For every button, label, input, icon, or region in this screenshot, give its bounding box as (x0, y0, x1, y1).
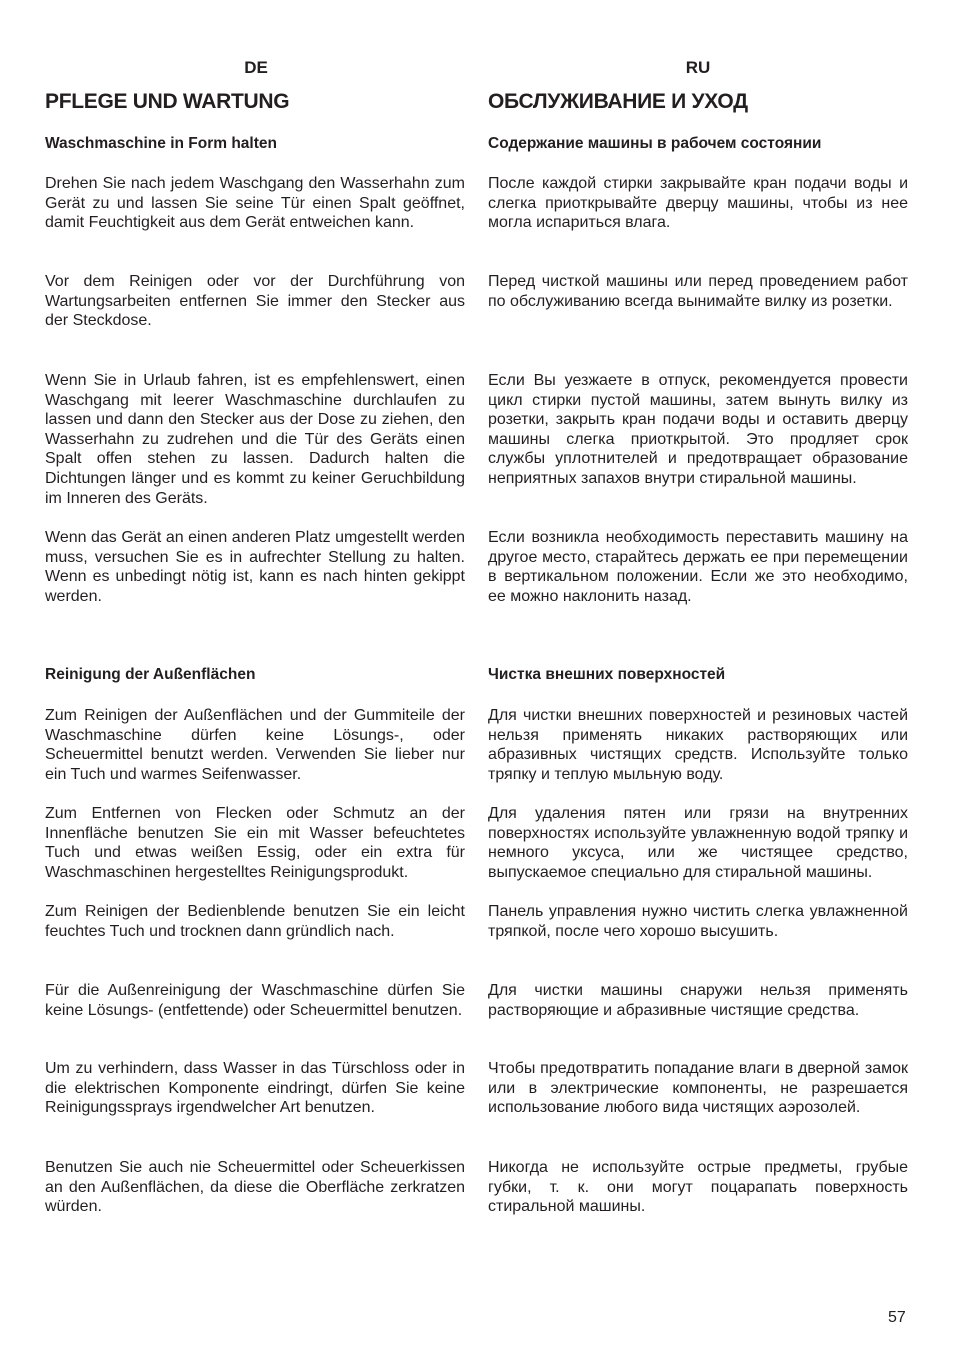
paragraph-de-1: Drehen Sie nach jedem Waschgang den Wasserhahn zum Gerät zu und lassen Sie seine Tür einen Spalt geöffnet, damit Feuchtigkeit aus dem Gerät entweichen kann. (45, 175, 465, 232)
paragraph-de-2: Vor dem Reinigen oder vor der Durchführung von Wartungsarbeiten entfernen Sie immer den Stecker aus der Steckdose. (45, 273, 465, 330)
subheading-maintenance-de: Waschmaschine in Form halten (45, 135, 277, 152)
paragraph-ru-9: Чтобы предотвратить попадание влаги в дверной замок или в электрические компоненты, не разрешается использование любого вида чистящих аэрозолей. (488, 1060, 908, 1117)
paragraph-ru-1: После каждой стирки закрывайте кран подачи воды и слегка приоткрывайте дверцу машины, чтобы из нее могла испариться влага. (488, 175, 908, 232)
section-title-ru: ОБСЛУЖИВАНИЕ И УХОД (488, 90, 748, 113)
paragraph-de-5: Zum Reinigen der Außenflächen und der Gummiteile der Waschmaschine dürfen keine Lösungs-, oder Scheuermittel benutzt werden. Verwenden Sie lieber nur ein Tuch und warmes Seifenwasser. (45, 707, 465, 783)
language-label-de: DE (244, 58, 268, 77)
paragraph-ru-6: Для удаления пятен или грязи на внутренних поверхностях используйте увлажненную водой тряпку и немного уксуса, или же чистящее средство, выпускаемое специально для стиральной машины. (488, 805, 908, 881)
paragraph-ru-3: Если Вы уезжаете в отпуск, рекомендуется провести цикл стирки пустой машины, затем вынуть вилку из розетки, закрыть кран подачи воды и оставить дверцу машины слегка приоткрытой. Это продляет срок службы уплотнителей и предотвращает образование неприятных запахов внутри стиральной машины. (488, 372, 908, 487)
paragraph-de-6: Zum Entfernen von Flecken oder Schmutz an der Innenfläche benutzen Sie ein mit Wasser befeuchtetes Tuch und etwas weißen Essig, oder ein extra für Waschmaschinen hergestelltes Reinigungsprodukt. (45, 805, 465, 881)
paragraph-de-9: Um zu verhindern, dass Wasser in das Türschloss oder in die elektrischen Komponente eindringt, dürfen Sie keine Reinigungssprays irgendwelcher Art benutzen. (45, 1060, 465, 1117)
paragraph-de-10: Benutzen Sie auch nie Scheuermittel oder Scheuerkissen an den Außenflächen, da diese die Oberfläche zerkratzen würden. (45, 1159, 465, 1216)
paragraph-ru-5: Для чистки внешних поверхностей и резиновых частей нельзя применять никаких растворяющих или абразивных чистящих средств. Используйте только тряпку и теплую мыльную воду. (488, 707, 908, 783)
subheading-maintenance-ru: Содержание машины в рабочем состоянии (488, 135, 822, 152)
language-label-ru: RU (685, 58, 711, 77)
paragraph-de-7: Zum Reinigen der Bedienblende benutzen Sie ein leicht feuchtes Tuch und trocknen dann gründlich nach. (45, 903, 465, 940)
page-number: 57 (888, 1309, 906, 1326)
subheading-cleaning-de: Reinigung der Außenflächen (45, 666, 256, 683)
paragraph-de-8: Für die Außenreinigung der Waschmaschine dürfen Sie keine Lösungs- (entfettende) oder Scheuermittel benutzen. (45, 982, 465, 1019)
paragraph-ru-10: Никогда не используйте острые предметы, грубые губки, т. к. они могут поцарапать поверхность стиральной машины. (488, 1159, 908, 1216)
paragraph-ru-8: Для чистки машины снаружи нельзя применять растворяющие и абразивные чистящие средства. (488, 982, 908, 1019)
paragraph-ru-7: Панель управления нужно чистить слегка увлажненной тряпкой, после чего хорошо высушить. (488, 903, 908, 940)
paragraph-de-4: Wenn das Gerät an einen anderen Platz umgestellt werden muss, versuchen Sie es in aufrechter Stellung zu halten. Wenn es unbedingt nötig ist, kann es nach hinten gekippt werden. (45, 529, 465, 605)
paragraph-de-3: Wenn Sie in Urlaub fahren, ist es empfehlenswert, einen Waschgang mit leerer Waschmaschine durchlaufen zu lassen und dann den Stecker aus der Dose zu ziehen, den Wasserhahn zu zudrehen und die Tür des Geräts einen Spalt offen stehen zu lassen. Dadurch halten die Dichtungen länger und es kommt zu keiner Geruchbildung im Inneren des Geräts. (45, 372, 465, 507)
paragraph-ru-2: Перед чисткой машины или перед проведением работ по обслуживанию всегда вынимайте вилку из розетки. (488, 273, 908, 310)
section-title-de: PFLEGE UND WARTUNG (45, 90, 290, 113)
subheading-cleaning-ru: Чистка внешних поверхностей (488, 666, 726, 683)
paragraph-ru-4: Если возникла необходимость переставить машину на другое место, старайтесь держать ее при перемещении в вертикальном положении. Если же это необходимо, ее можно наклонить назад. (488, 529, 908, 605)
